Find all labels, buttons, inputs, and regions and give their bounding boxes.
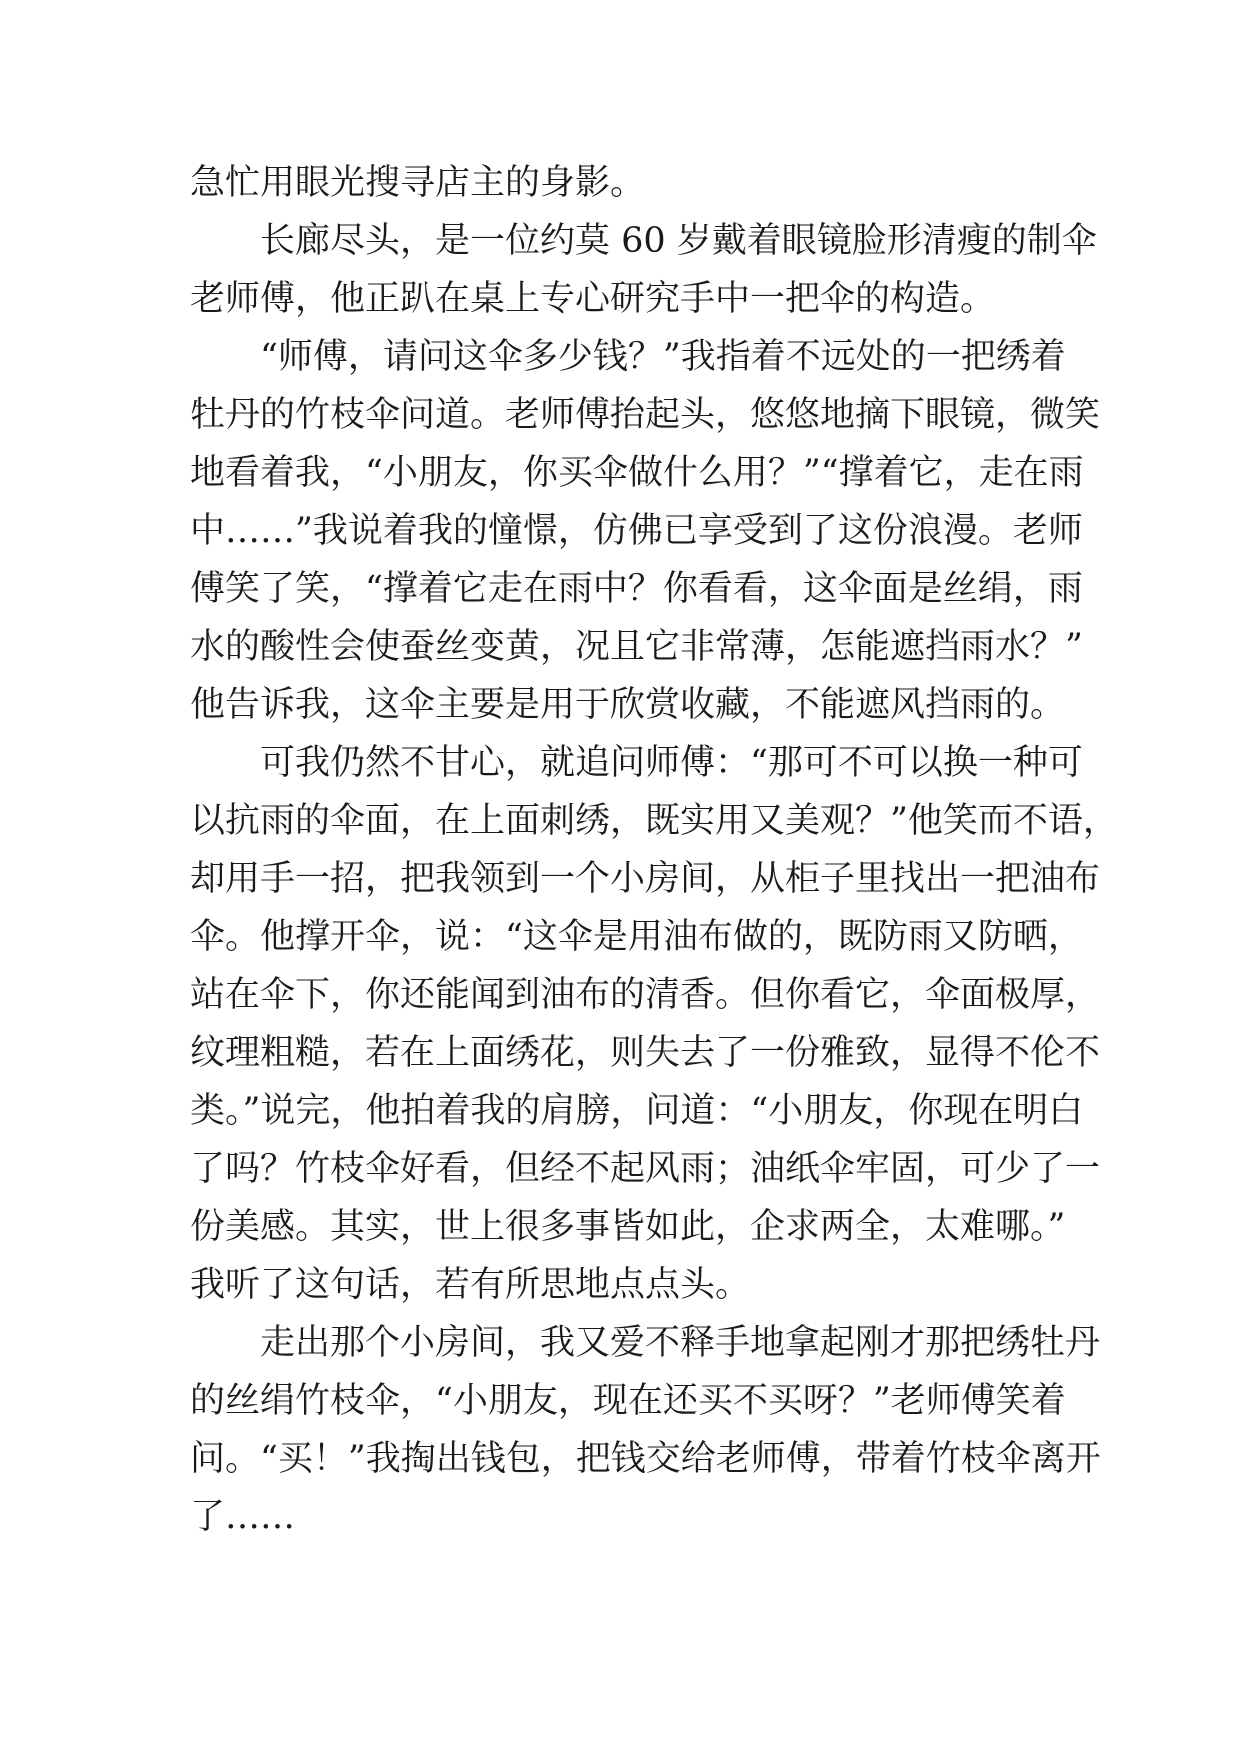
text-line: 站在伞下，你还能闻到油布的清香。但你看它，伞面极厚，: [190, 975, 1101, 1015]
text-line: 了……: [190, 1497, 296, 1537]
text-line: 份美感。其实，世上很多事皆如此，企求两全，太难哪。”: [190, 1207, 1066, 1247]
text-line: 了吗？竹枝伞好看，但经不起风雨；油纸伞牢固，可少了一: [190, 1149, 1101, 1189]
text-line: 老师傅，他正趴在桌上专心研究手中一把伞的构造。: [190, 279, 996, 319]
text-line: 以抗雨的伞面，在上面刺绣，既实用又美观？”他笑而不语，: [190, 801, 1118, 841]
paragraph-start-line: 长廊尽头，是一位约莫 60 岁戴着眼镜脸形清瘦的制伞: [260, 221, 1097, 261]
text-line: 牡丹的竹枝伞问道。老师傅抬起头，悠悠地摘下眼镜，微笑: [190, 395, 1101, 435]
text-line: 中……”我说着我的憧憬，仿佛已享受到了这份浪漫。老师: [190, 511, 1083, 551]
text-line: 却用手一招，把我领到一个小房间，从柜子里找出一把油布: [190, 859, 1101, 899]
body-text: [190, 154, 1118, 1546]
text-line: 他告诉我，这伞主要是用于欣赏收藏，不能遮风挡雨的。: [190, 685, 1066, 725]
text-line: 类。”说完，他拍着我的肩膀，问道：“小朋友，你现在明白: [190, 1091, 1084, 1131]
text-line: 地看着我，“小朋友，你买伞做什么用？”“撑着它，走在雨: [190, 453, 1084, 493]
text-line: 水的酸性会使蚕丝变黄，况且它非常薄，怎能遮挡雨水？”: [190, 627, 1083, 667]
text-line: 傅笑了笑，“撑着它走在雨中？你看看，这伞面是丝绢，雨: [190, 569, 1083, 609]
paragraph-start-line: 走出那个小房间，我又爱不释手地拿起刚才那把绣牡丹: [260, 1323, 1101, 1363]
paragraph-start-line: 可我仍然不甘心，就追问师傅：“那可不可以换一种可: [260, 743, 1083, 783]
text-line: 急忙用眼光搜寻店主的身影。: [190, 163, 646, 203]
text-line: 问。“买！”我掏出钱包，把钱交给老师傅，带着竹枝伞离开: [190, 1439, 1101, 1479]
text-line: 我听了这句话，若有所思地点点头。: [190, 1265, 751, 1305]
text-line: 伞。他撑开伞，说：“这伞是用油布做的，既防雨又防晒，: [190, 917, 1083, 957]
paragraph-start-line: “师傅，请问这伞多少钱？”我指着不远处的一把绣着: [260, 337, 1066, 377]
text-line: 的丝绢竹枝伞，“小朋友，现在还买不买呀？”老师傅笑着: [190, 1381, 1066, 1421]
text-line: 纹理粗糙，若在上面绣花，则失去了一份雅致，显得不伦不: [190, 1033, 1101, 1073]
